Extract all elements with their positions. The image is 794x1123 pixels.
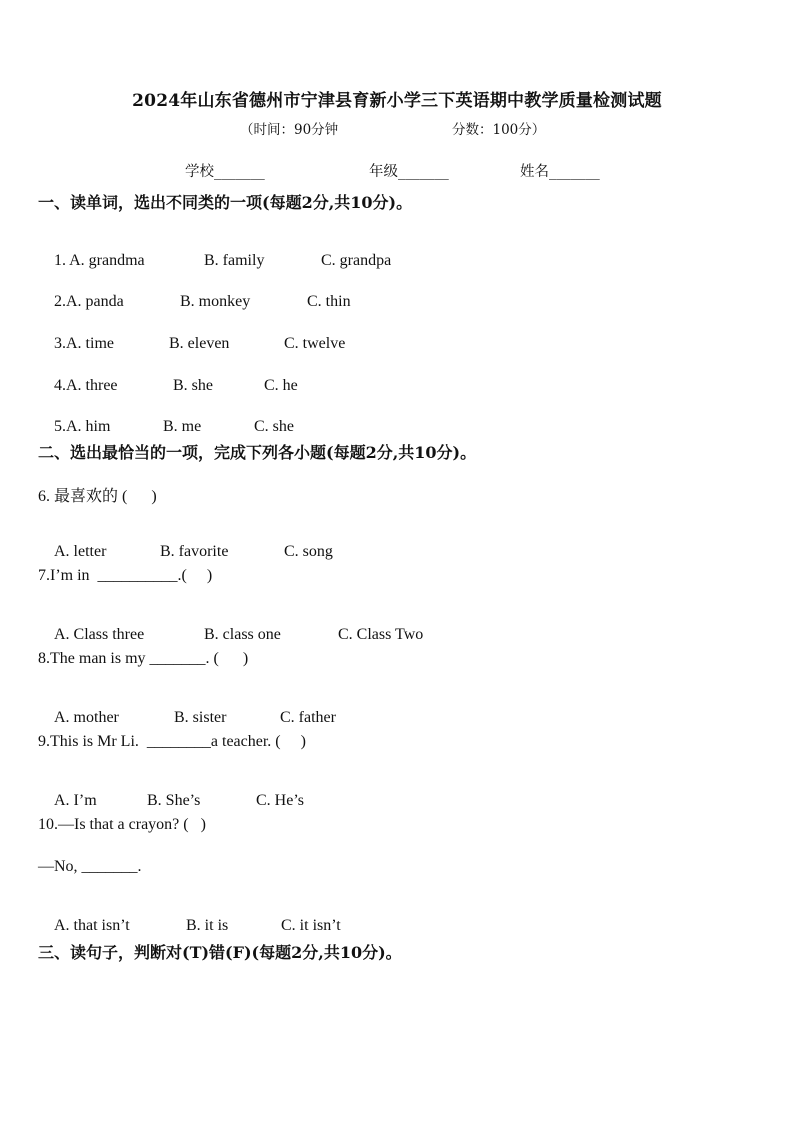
q4-option-b: B. she bbox=[173, 377, 213, 394]
q6-option-b: B. favorite bbox=[160, 543, 229, 560]
section-1-heading: 一、读单词，选出不同类的一项(每题2分,共10分)。 bbox=[38, 193, 413, 212]
section-2-heading: 二、选出最恰当的一项，完成下列各小题(每题2分,共10分)。 bbox=[38, 443, 477, 462]
question-7-stem: 7.I’m in __________.( ) bbox=[38, 567, 213, 584]
question-10-stem: 10.—Is that a crayon? ( ) bbox=[38, 816, 206, 833]
q5-option-c: C. she bbox=[254, 418, 294, 435]
q5-option-a: 5.A. him bbox=[54, 418, 111, 435]
question-10-stem-2: —No, _______. bbox=[38, 858, 142, 875]
q3-option-a: 3.A. time bbox=[54, 335, 114, 352]
q1-option-a: 1. A. grandma bbox=[54, 252, 145, 269]
q9-option-b: B. She’s bbox=[147, 792, 201, 809]
q3-option-b: B. eleven bbox=[169, 335, 230, 352]
q9-option-a: A. I’m bbox=[54, 792, 97, 809]
name-field: 姓名_______ bbox=[520, 164, 600, 180]
q1-option-b: B. family bbox=[204, 252, 265, 269]
q8-option-c: C. father bbox=[280, 709, 336, 726]
q10-option-c: C. it isn’t bbox=[281, 917, 341, 934]
q3-option-c: C. twelve bbox=[284, 335, 346, 352]
question-6-stem: 6. 最喜欢的 ( ) bbox=[38, 488, 157, 505]
section-3-heading: 三、读句子，判断对(T)错(F)(每题2分,共10分)。 bbox=[38, 943, 402, 962]
q1-option-c: C. grandpa bbox=[321, 252, 392, 269]
q9-option-c: C. He’s bbox=[256, 792, 304, 809]
q6-option-a: A. letter bbox=[54, 543, 107, 560]
q7-option-a: A. Class three bbox=[54, 626, 145, 643]
subtitle-score: 分数：100分） bbox=[452, 122, 546, 138]
question-8-stem: 8.The man is my _______. ( ) bbox=[38, 650, 249, 667]
q10-option-b: B. it is bbox=[186, 917, 229, 934]
subtitle-time: （时间：90分钟 bbox=[240, 122, 339, 138]
q7-option-b: B. class one bbox=[204, 626, 281, 643]
school-field: 学校_______ bbox=[185, 164, 265, 180]
q4-option-a: 4.A. three bbox=[54, 377, 118, 394]
q8-option-b: B. sister bbox=[174, 709, 227, 726]
q2-option-a: 2.A. panda bbox=[54, 293, 124, 310]
q8-option-a: A. mother bbox=[54, 709, 119, 726]
q4-option-c: C. he bbox=[264, 377, 298, 394]
q2-option-c: C. thin bbox=[307, 293, 351, 310]
q5-option-b: B. me bbox=[163, 418, 202, 435]
q2-option-b: B. monkey bbox=[180, 293, 251, 310]
grade-field: 年级_______ bbox=[369, 164, 449, 180]
q10-option-a: A. that isn’t bbox=[54, 917, 130, 934]
q6-option-c: C. song bbox=[284, 543, 333, 560]
question-9-stem: 9.This is Mr Li. ________a teacher. ( ) bbox=[38, 733, 306, 750]
q7-option-c: C. Class Two bbox=[338, 626, 424, 643]
page-title: 2024年山东省德州市宁津县育新小学三下英语期中教学质量检测试题 bbox=[132, 91, 662, 111]
